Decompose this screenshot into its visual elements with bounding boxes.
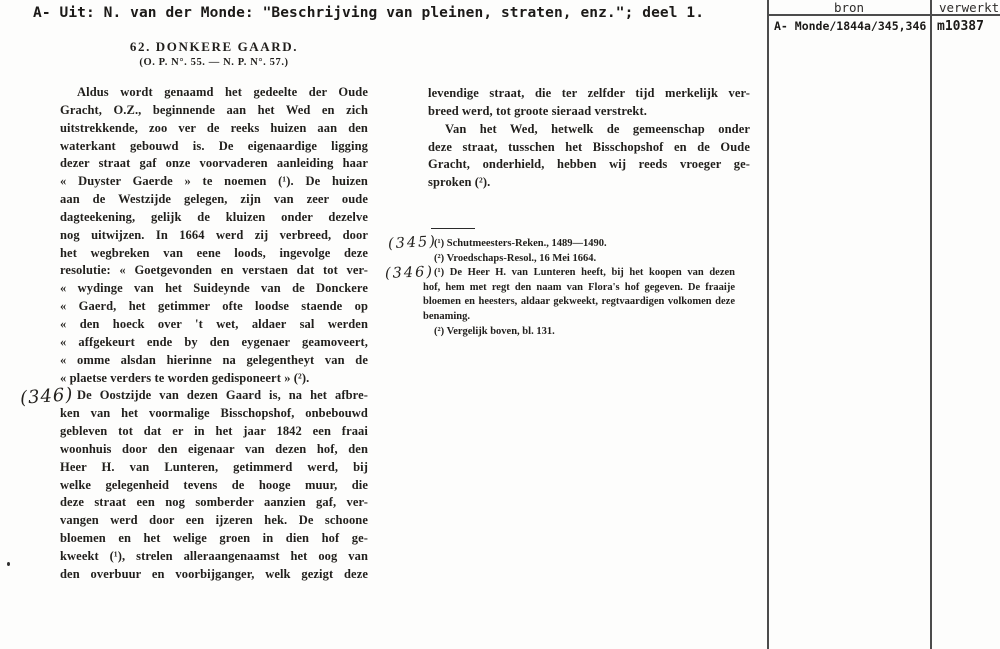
text-line: « Duyster Gaerde » te noemen (¹). De huizen [60, 174, 368, 189]
text-line: resolutie: « Goetgevonden en verstaen dat tot ver- [60, 263, 368, 278]
text-line: vangen werd door een ijzeren hek. De schoone [60, 513, 368, 528]
text-line: « den hoeck over 't wet, aldaer sal werden [60, 316, 368, 331]
text-line: benaming. [423, 310, 470, 322]
text-line: welke gelegenheid tevens de hooge muur, die [60, 477, 368, 492]
text-line: aan de Westzijde gelegen, zijn van zeer oude [60, 192, 368, 207]
scan-speck [7, 562, 10, 566]
text-line: dagteekening, gelijk de kluizen onder dezelve [60, 209, 368, 224]
text-line: « affgekeurt ende by den eygenaer geamoveert, [60, 334, 368, 349]
text-line: « wydinge van het Suideynde van de Donckere [60, 281, 368, 296]
text-line: waterkant gebouwd is. De eigenaardige ligging [60, 138, 368, 153]
text-line: bloemen en heesters, aldaar gekweekt, regtvaardigen volkomen deze [423, 296, 735, 308]
text-line: (²) Vroedschaps-Resol., 16 Mei 1664. [434, 252, 597, 264]
left-text-column [60, 84, 368, 584]
verwerkt-column-header: verwerkt [939, 0, 1000, 15]
footnote-separator-rule [431, 228, 475, 229]
text-line: kweekt (¹), strelen alleraangenaamst het oog van [60, 548, 368, 563]
text-line: Gracht, onderhield, hebben wij reeds vroeger ge- [428, 157, 750, 172]
text-line: bloemen en het welige groen in dien hof ge- [60, 531, 368, 546]
text-line: Heer H. van Lunteren, getimmerd werd, bij [60, 459, 368, 474]
text-line: « Gaerd, het getimmer ofte loodse staende op [60, 299, 368, 314]
text-line: (¹) De Heer H. van Lunteren heeft, bij het koopen van dezen [434, 267, 735, 279]
handwritten-page-number-345-footnotes: (345) [387, 233, 438, 253]
text-line: sproken (²). [428, 175, 491, 190]
handwritten-page-number-346-footnotes: (346) [384, 264, 435, 282]
text-line: ken van het voormalige Bisschopshof, onbebouwd [60, 406, 368, 421]
text-line: Van het Wed, hetwelk de gemeenschap onder [445, 121, 750, 136]
text-line: den overbuur en voorbijganger, welk gezigt deze [60, 566, 368, 581]
verwerkt-value: m10387 [937, 19, 984, 34]
article-subtitle: (O. P. N°. 55. — N. P. N°. 57.) [139, 57, 289, 68]
handwritten-page-number-346-left-margin: (346) [19, 384, 75, 409]
card-rule-vertical-right [930, 0, 932, 649]
text-line: « omme alsdan hierinne na gelegentheyt van de [60, 352, 368, 367]
text-line: breed werd, tot groote sieraad verstrekt. [428, 103, 647, 118]
text-line: hof, hem met regt den naam van Flora's hof gegeven. De fraaije [423, 281, 735, 293]
bron-column-header: bron [833, 0, 865, 15]
text-line: levendige straat, die ter zelfder tijd merkelijk ver- [428, 86, 750, 100]
text-line: deze straat, tusschen het Bisschopshof en de Oude [428, 139, 750, 154]
text-line: (¹) Schutmeesters-Reken., 1489—1490. [434, 238, 607, 249]
text-line: De Oostzijde van dezen Gaard is, na het afbre- [77, 388, 368, 403]
text-line: (²) Vergelijk boven, bl. 131. [434, 325, 555, 337]
footnotes-block [423, 237, 735, 339]
right-text-column [428, 85, 750, 192]
text-line: dezer straat gaf onze voorvaderen aanleiding haar [60, 156, 368, 171]
text-line: het wegbreken van eene loods, ingevolge deze [60, 245, 368, 260]
card-rule-vertical-left [767, 0, 769, 649]
text-line: « plaetse verders te worden gedisponeert » (²). [60, 370, 310, 385]
text-line: gebleven tot dat er in het jaar 1842 een fraai [60, 424, 368, 439]
source-annotation: A- Uit: N. van der Monde: "Beschrijving van pleinen, straten, enz."; deel 1. [33, 5, 705, 21]
text-line: deze straat een nog somberder aanzien gaf, ver- [60, 495, 368, 510]
text-line: Gracht, O.Z., beginnende aan het Wed en zich [60, 102, 368, 117]
text-line: nog uitwijzen. In 1664 werd zij verbreed, door [60, 227, 368, 242]
text-line: woonhuis door den eigenaar van dezen hof, den [60, 441, 368, 456]
article-title: 62. DONKERE GAARD. [129, 39, 299, 54]
bron-value: A- Monde/1844a/345,346 [774, 19, 927, 33]
text-line: uitstrekkende, zoo ver de reeks huizen aan den [60, 120, 368, 135]
text-line: Aldus wordt genaamd het gedeelte der Oude [77, 85, 368, 99]
